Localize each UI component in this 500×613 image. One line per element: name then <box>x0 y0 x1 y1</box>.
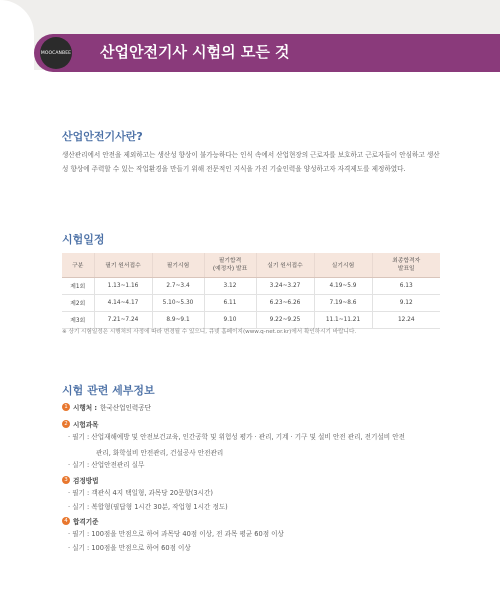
details-heading: 시험 관련 세부정보 <box>62 384 155 397</box>
method-label: 검정방법 <box>73 477 99 485</box>
intro-paragraph: 생산관리에서 안전을 제외하고는 생산성 향상이 불가능하다는 인식 속에서 산업현장의 근로자를 보호하고 근로자들이 안심하고 생산성 향상에 주력할 수 있는 작업환경을 만들기 위해 전문적인 지식을 가진 기술인력을 양성하고자 자격제도를 제정하였다. <box>62 151 440 173</box>
subjects-label: 시험과목 <box>73 421 99 429</box>
table-cell: 6.11 <box>204 294 256 311</box>
table-cell: 9.22~9.25 <box>256 311 314 328</box>
table-cell: 5.10~5.30 <box>152 294 204 311</box>
table-cell: 9.12 <box>372 294 440 311</box>
subjects-practical: · 실기 : 산업안전관리 실무 <box>68 461 145 469</box>
col-header: 필기시험 <box>152 253 204 277</box>
table-cell: 8.9~9.1 <box>152 311 204 328</box>
method-practical: · 실기 : 복합형(필답형 1시간 30분, 작업형 1시간 정도) <box>68 503 228 511</box>
table-cell: 12.24 <box>372 311 440 328</box>
pass-written: · 필기 : 100점을 만점으로 하여 과목당 40점 이상, 전 과목 평균 60점 이상 <box>68 530 284 538</box>
table-cell: 3.24~3.27 <box>256 277 314 294</box>
table-cell: 제3회 <box>62 311 94 328</box>
pass-label: 합격기준 <box>73 518 99 526</box>
table-cell: 1.13~1.16 <box>94 277 152 294</box>
schedule-table <box>62 253 440 329</box>
table-cell: 9.10 <box>204 311 256 328</box>
agency-label: 시행처 : <box>73 404 98 412</box>
table-cell: 3.12 <box>204 277 256 294</box>
table-cell: 6.23~6.26 <box>256 294 314 311</box>
schedule-heading: 시험일정 <box>62 233 105 246</box>
col-header: 구분 <box>62 253 94 277</box>
table-row <box>62 311 440 328</box>
subjects-written: · 필기 : 산업재해예방 및 안전보건교육, 인간공학 및 위험성 평가 · 관리, 기계 · 기구 및 설비 안전 관리, 전기설비 안전 <box>68 433 405 441</box>
col-header: 최종합격자 발표일 <box>372 253 440 277</box>
col-header: 실기 원서접수 <box>256 253 314 277</box>
table-row <box>62 294 440 311</box>
agency-line <box>62 402 151 412</box>
page-title: 산업안전기사 시험의 모든 것 <box>100 43 290 61</box>
table-row <box>62 277 440 294</box>
method-line <box>62 475 98 485</box>
table-cell: 제1회 <box>62 277 94 294</box>
number-badge: 1 <box>62 403 70 411</box>
col-header: 실기시험 <box>314 253 372 277</box>
table-cell: 2.7~3.4 <box>152 277 204 294</box>
table-cell: 11.1~11.21 <box>314 311 372 328</box>
col-header: 필기 원서접수 <box>94 253 152 277</box>
table-cell: 4.14~4.17 <box>94 294 152 311</box>
pass-practical: · 실기 : 100점을 만점으로 하여 60점 이상 <box>68 544 191 552</box>
table-cell: 4.19~5.9 <box>314 277 372 294</box>
agency-value: 한국산업인력공단 <box>100 404 152 412</box>
number-badge: 2 <box>62 420 70 428</box>
pass-line <box>62 516 98 526</box>
method-written: · 필기 : 객관식 4지 택일형, 과목당 20문항(3시간) <box>68 489 213 497</box>
table-cell: 7.19~8.6 <box>314 294 372 311</box>
table-cell: 제2회 <box>62 294 94 311</box>
col-header: 필기합격 (예정자) 발표 <box>204 253 256 277</box>
intro-heading: 산업안전기사란? <box>62 130 143 143</box>
number-badge: 4 <box>62 517 70 525</box>
subjects-written-cont: 관리, 화학설비 안전관리, 건설공사 안전관리 <box>96 449 224 457</box>
table-cell: 6.13 <box>372 277 440 294</box>
publisher-logo: MOOCANBEE <box>40 37 72 69</box>
table-cell: 7.21~7.24 <box>94 311 152 328</box>
subjects-line <box>62 419 98 429</box>
number-badge: 3 <box>62 476 70 484</box>
schedule-header-row <box>62 253 440 277</box>
schedule-note: ※ 상기 시험일정은 시행처의 사정에 따라 변경될 수 있으니, 큐넷 홈페이지(www.q-net.or.kr)에서 확인하시기 바랍니다. <box>62 329 357 335</box>
